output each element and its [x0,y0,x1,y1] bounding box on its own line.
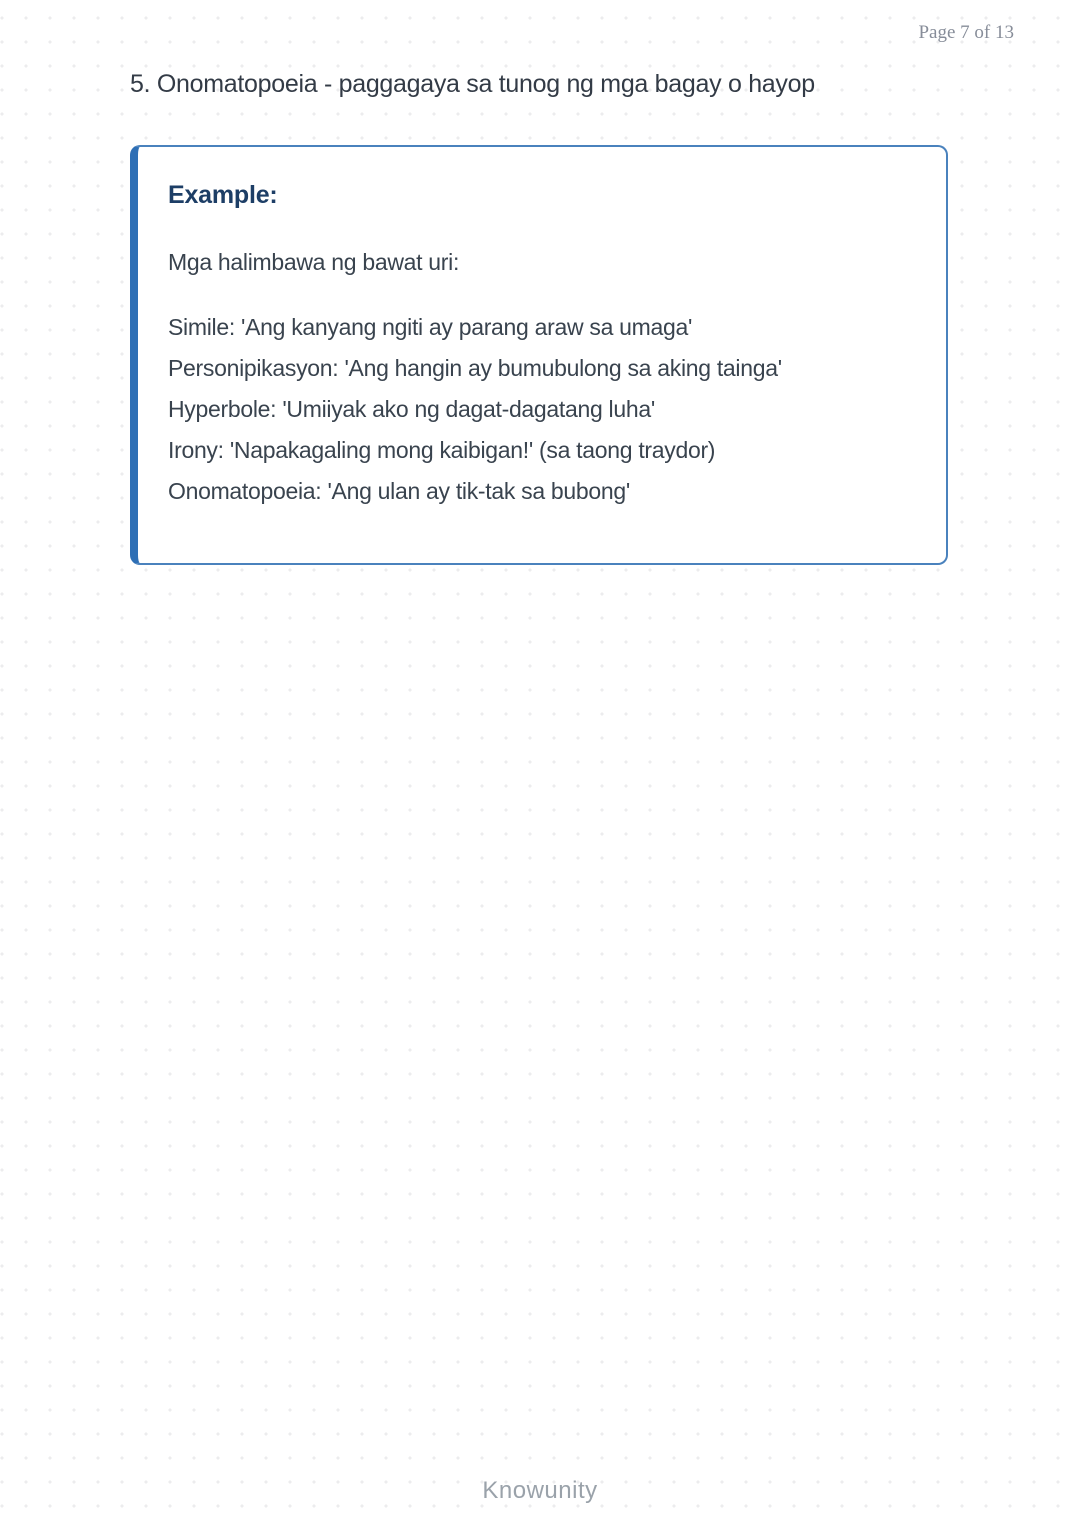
example-line: Simile: 'Ang kanyang ngiti ay parang araw sa umaga' [168,314,693,340]
example-box [130,145,948,565]
example-line: Personipikasyon: 'Ang hangin ay bumubulong sa aking tainga' [168,355,782,381]
example-line: Irony: 'Napakagaling mong kaibigan!' (sa taong traydor) [168,437,716,463]
page-indicator: Page 7 of 13 [918,22,1014,43]
section-heading: 5. Onomatopoeia - paggagaya sa tunog ng mga bagay o hayop [130,70,815,98]
example-lines [168,307,916,512]
example-line: Hyperbole: 'Umiiyak ako ng dagat-dagatang luha' [168,396,655,422]
example-line: Onomatopoeia: 'Ang ulan ay tik-tak sa bubong' [168,478,630,504]
footer-brand: Knowunity [482,1477,598,1504]
example-label: Example: [168,181,278,209]
example-intro: Mga halimbawa ng bawat uri: [168,249,460,275]
